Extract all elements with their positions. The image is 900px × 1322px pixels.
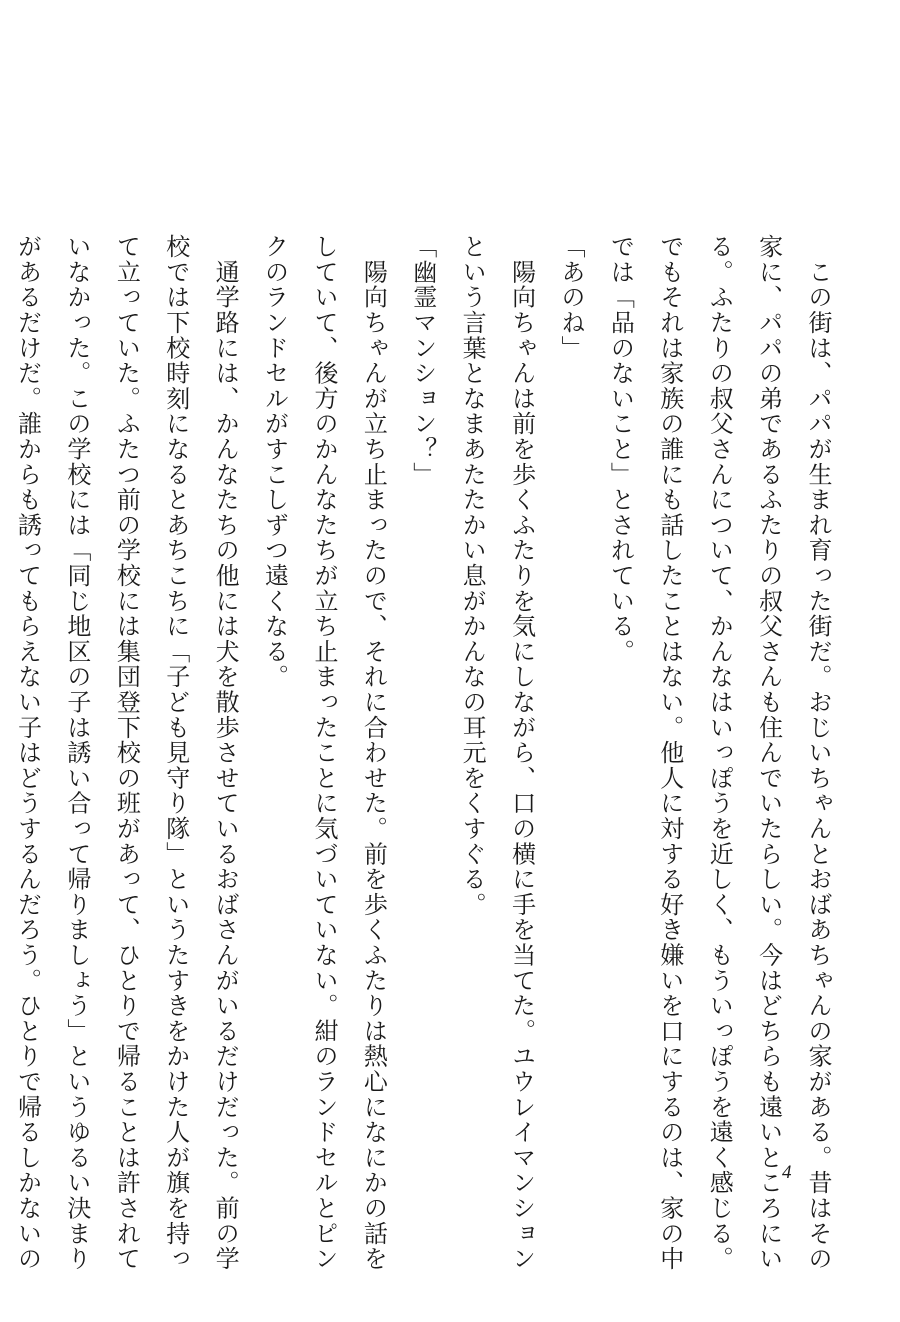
text-line: では「品のないこと」とされている。 [606, 234, 635, 665]
text-line: でもそれは家族の誰にも話したことはない。他人に対する好き嫌いを口にするのは、家の中 [655, 234, 684, 1272]
text-line: があるだけだ。誰からも誘ってもらえない子はどうするんだろう。ひとりで帰るしかないの [13, 234, 42, 1272]
text-line: 陽向ちゃんは前を歩くふたりを気にしながら、口の横に手を当てた。ユウレイマンション [507, 234, 536, 1272]
text-line: この街は、パパが生まれ育った街だ。おじいちゃんとおばあちゃんの家がある。昔はその [804, 234, 832, 1272]
text-line: る。ふたりの叔父さんについて、かんなはいっぽうを近しく、もういっぽうを遠く感じる。 [705, 234, 734, 1272]
text-line: 校では下校時刻になるとあちこちに「子ども見守り隊」というたすきをかけた人が旗を持っ [161, 234, 190, 1272]
text-line: て立っていた。ふたつ前の学校には集団登下校の班があって、ひとりで帰ることは許されて [112, 234, 141, 1272]
text-line: 通学路には、かんなたちの他には犬を散歩させているおばさんがいるだけだった。前の学 [211, 234, 240, 1272]
text-line: 陽向ちゃんが立ち止まったので、それに合わせた。前を歩くふたりは熱心になにかの話を [359, 234, 388, 1272]
text-line: クのランドセルがすこしずつ遠くなる。 [260, 234, 289, 690]
text-line: という言葉となまあたたかい息がかんなの耳元をくすぐる。 [458, 234, 487, 918]
text-line: 「あのね」 [556, 234, 585, 361]
page-number: 4 [782, 1162, 792, 1183]
text-line: 家に、パパの弟であるふたりの叔父さんも住んでいたらしい。今はどちらも遠いところにい [754, 234, 783, 1272]
text-line: いなかった。この学校には「同じ地区の子は誘い合って帰りましょう」というゆるい決まり [62, 234, 91, 1272]
text-line: 「幽霊マンション？」 [408, 234, 437, 487]
vertical-text-body [0, 234, 842, 1272]
text-line: していて、後方のかんなたちが立ち止まったことに気づいていない。紺のランドセルとピン [309, 234, 338, 1272]
